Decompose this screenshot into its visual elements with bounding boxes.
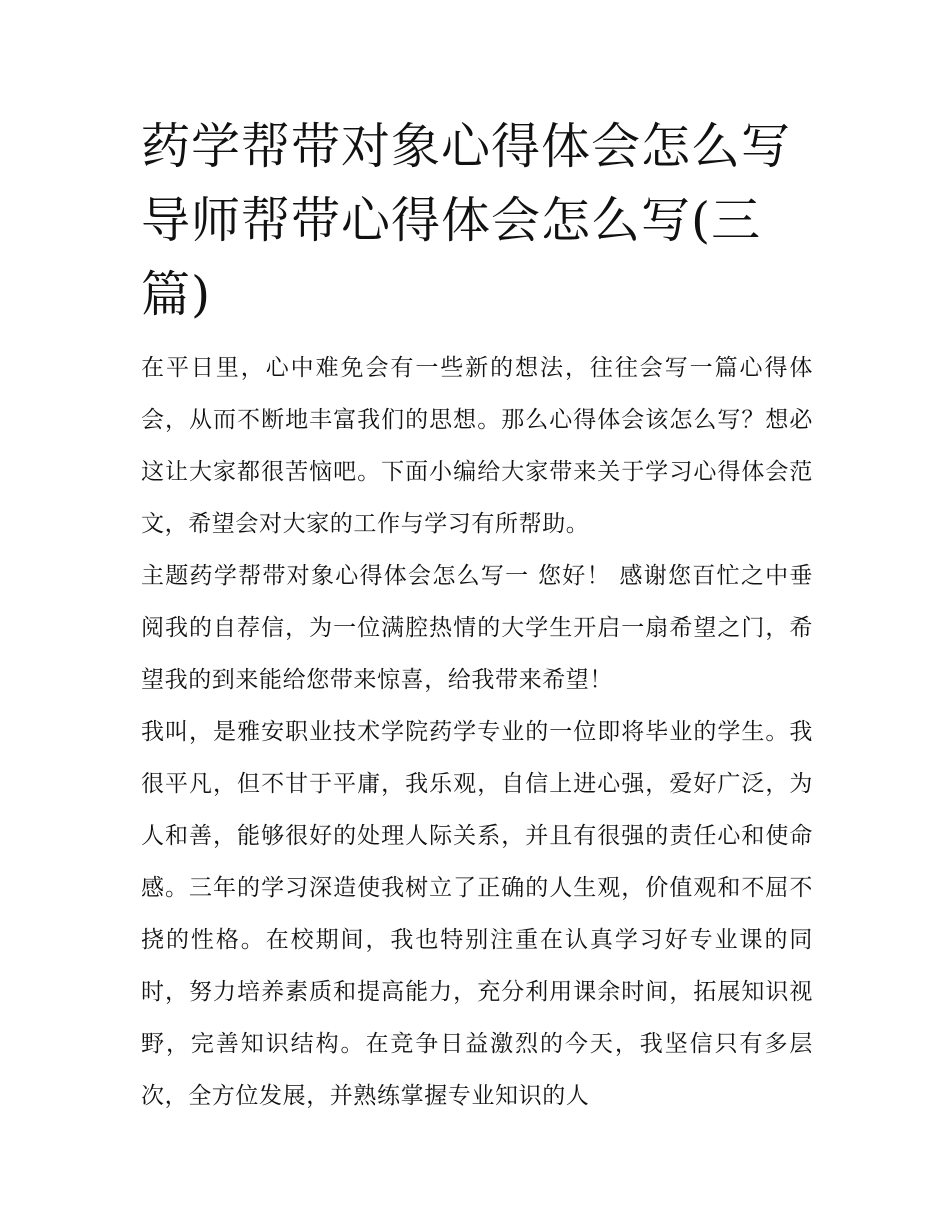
- document-title: 药学帮带对象心得体会怎么写导师帮带心得体会怎么写(三篇): [141, 118, 792, 323]
- paragraph-greeting: 主题药学帮带对象心得体会怎么写一 您好！ 感谢您百忙之中垂阅我的自荐信，为一位满腔热情的大学生开启一扇希望之门，希望我的到来能给您带来惊喜，给我带来希望！: [141, 563, 813, 693]
- document-content: [141, 110, 813, 1122]
- paragraph-self-introduction: 我叫，是雅安职业技术学院药学专业的一位即将毕业的学生。我很平凡，但不甘于平庸，我乐观，自信上进心强，爱好广泛，为人和善，能够很好的处理人际关系，并且有很强的责任心和使命感。三年的学习深造使我树立了正确的人生观，价值观和不屈不挠的性格。在校期间，我也特别注重在认真学习好专业课的同时，努力培养素质和提高能力，充分利用课余时间，拓展知识视野，完善知识结构。在竞争日益激烈的今天，我坚信只有多层次，全方位发展，并熟练掌握专业知识的人: [141, 719, 813, 1109]
- paragraph-intro: 在平日里，心中难免会有一些新的想法，往往会写一篇心得体会，从而不断地丰富我们的思想。那么心得体会该怎么写？想必这让大家都很苦恼吧。下面小编给大家带来关于学习心得体会范文，希望会对大家的工作与学习有所帮助。: [141, 355, 813, 537]
- document-body: [141, 342, 813, 1122]
